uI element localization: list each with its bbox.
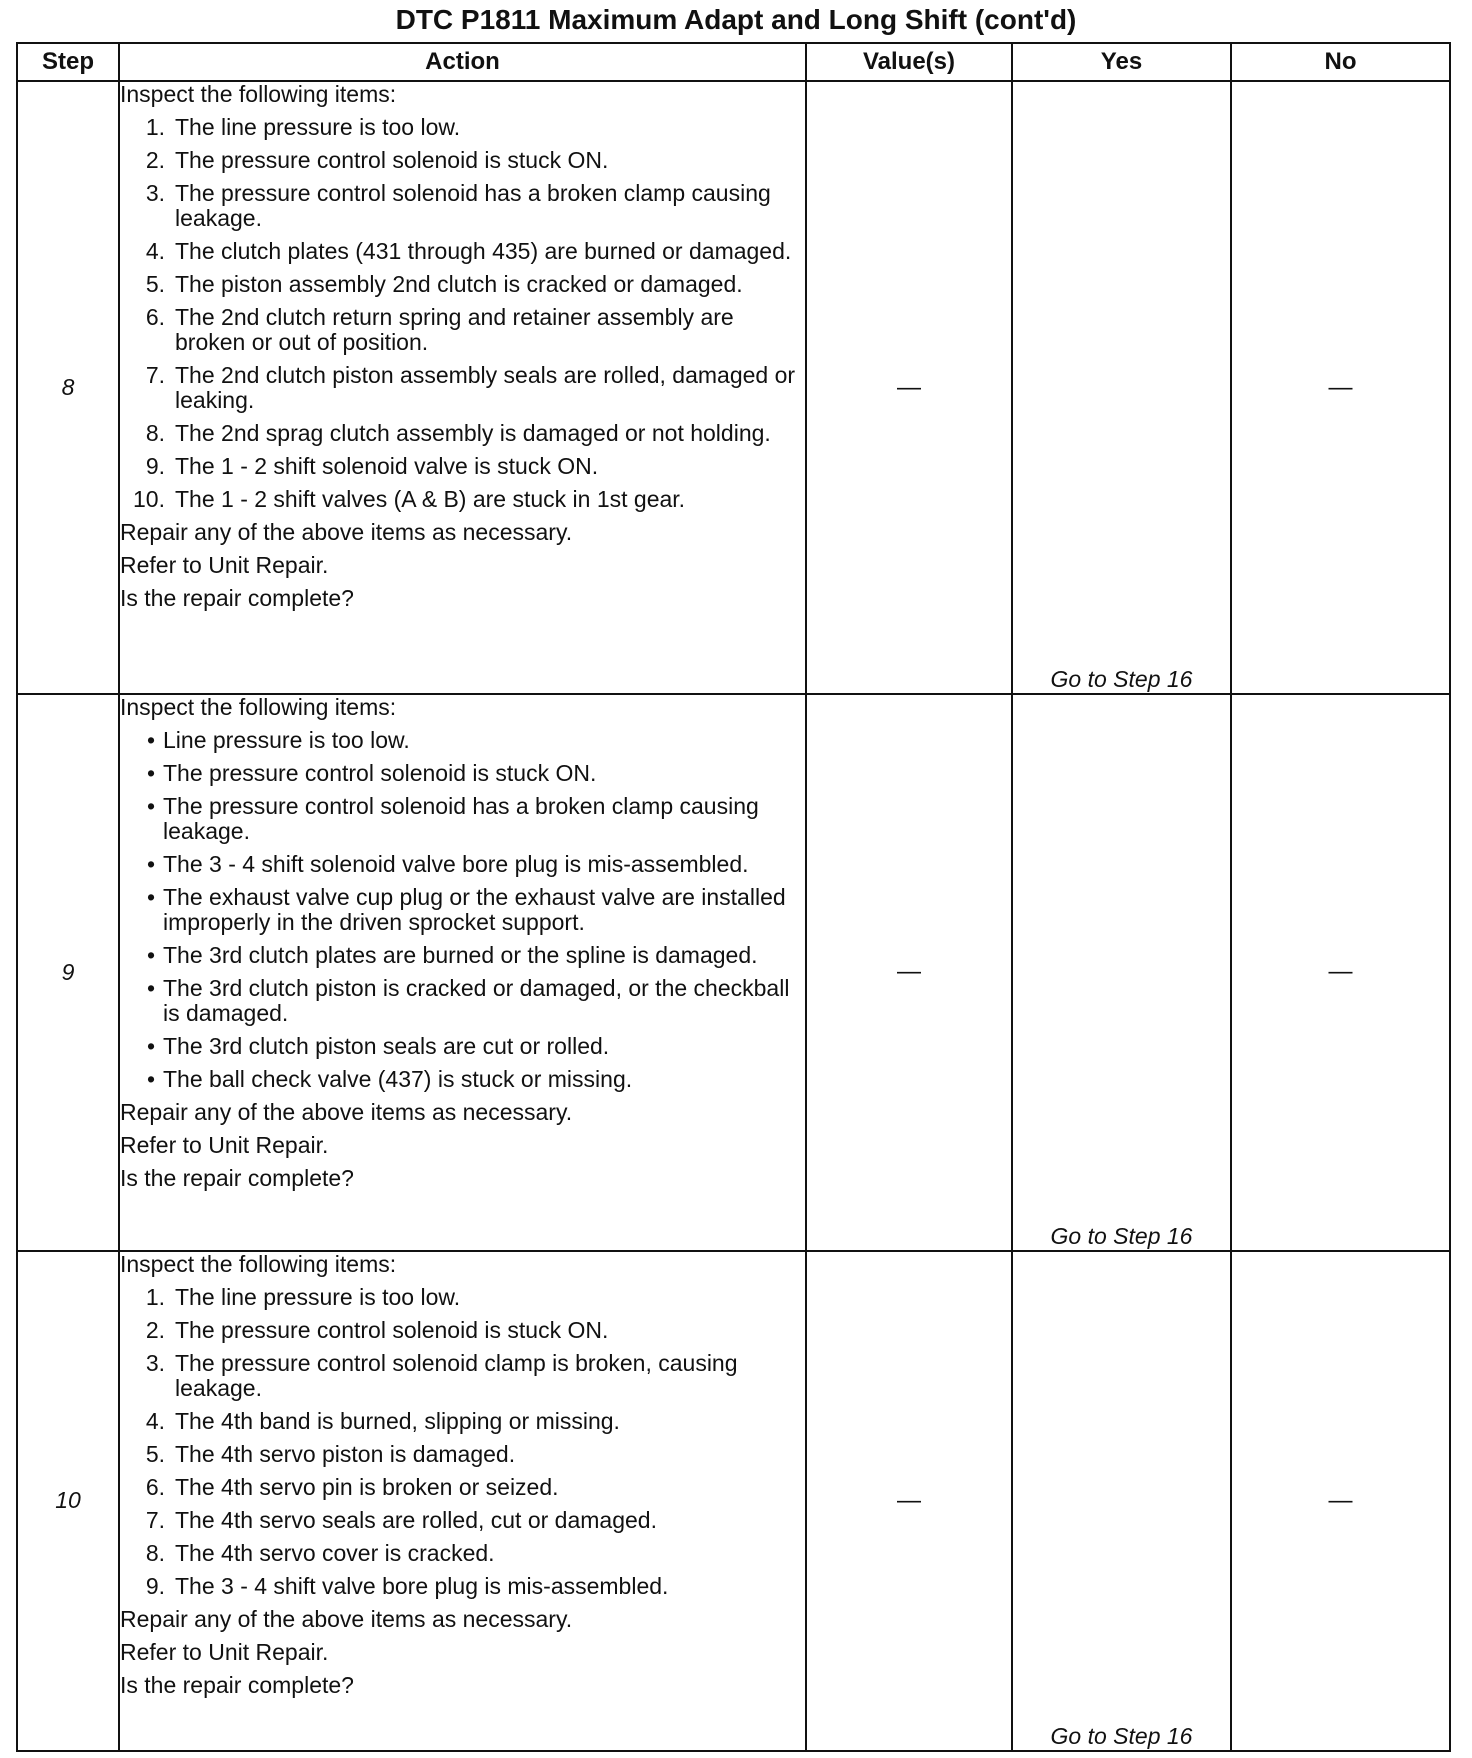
list-item: 7. The 4th servo seals are rolled, cut or damaged. — [145, 1506, 657, 1533]
table-row-step-9 — [17, 694, 1450, 1251]
list-item: 6. The 2nd clutch return spring and retainer assembly are broken or out of position. — [145, 304, 734, 355]
value-cell: — — [806, 81, 1012, 694]
no-cell: — — [1231, 694, 1450, 1251]
step-number: 8 — [17, 81, 119, 694]
header-action: Action — [119, 43, 806, 81]
list-item: 8. The 4th servo cover is cracked. — [145, 1539, 495, 1566]
list-item: 9. The 1 - 2 shift solenoid valve is stuck ON. — [145, 453, 599, 479]
list-item: • The ball check valve (437) is stuck or missing. — [146, 1066, 633, 1093]
list-item: • The 3rd clutch piston is cracked or damaged, or the checkball is damaged. — [146, 975, 790, 1027]
yes-cell: Go to Step 16 — [1012, 81, 1231, 694]
list-item: 9. The 3 - 4 shift valve bore plug is mis-assembled. — [145, 1572, 669, 1599]
refer-text: Refer to Unit Repair. — [120, 552, 329, 578]
page-title: DTC P1811 Maximum Adapt and Long Shift (cont'd) — [395, 4, 1077, 35]
action-intro: Inspect the following items: — [120, 1250, 397, 1277]
repair-text: Repair any of the above items as necessary. — [120, 1099, 573, 1126]
table-row-step-8 — [17, 81, 1450, 694]
list-item: 6. The 4th servo pin is broken or seized. — [145, 1473, 559, 1500]
action-cell — [119, 694, 806, 1251]
list-item: • The 3rd clutch piston seals are cut or rolled. — [146, 1033, 610, 1060]
list-item: 5. The piston assembly 2nd clutch is cracked or damaged. — [145, 271, 743, 297]
refer-text: Refer to Unit Repair. — [120, 1638, 329, 1665]
list-item: 4. The 4th band is burned, slipping or missing. — [145, 1407, 620, 1434]
header-step: Step — [17, 43, 119, 81]
list-item: • The 3 - 4 shift solenoid valve bore plug is mis-assembled. — [146, 851, 749, 878]
list-item: • The exhaust valve cup plug or the exhaust valve are installed improperly in the driven sprocket support. — [146, 884, 786, 936]
list-item: • Line pressure is too low. — [146, 727, 410, 754]
step-number: 10 — [17, 1251, 119, 1751]
action-cell — [119, 1251, 806, 1751]
diagnostic-table — [16, 42, 1451, 1752]
question-text: Is the repair complete? — [120, 585, 354, 611]
repair-text: Repair any of the above items as necessary. — [120, 1605, 573, 1632]
value-cell: — — [806, 1251, 1012, 1751]
list-item: 8. The 2nd sprag clutch assembly is damaged or not holding. — [145, 420, 771, 446]
repair-text: Repair any of the above items as necessary. — [120, 519, 573, 545]
header-row — [17, 43, 1450, 81]
list-item: 10. The 1 - 2 shift valves (A & B) are stuck in 1st gear. — [133, 486, 686, 512]
step-number: 9 — [17, 694, 119, 1251]
list-item: 5. The 4th servo piston is damaged. — [145, 1440, 516, 1467]
list-item: 7. The 2nd clutch piston assembly seals are rolled, damaged or leaking. — [145, 362, 796, 413]
list-item: • The 3rd clutch plates are burned or the spline is damaged. — [146, 942, 758, 969]
question-text: Is the repair complete? — [120, 1671, 354, 1698]
list-item: 3. The pressure control solenoid has a broken clamp causing leakage. — [145, 180, 771, 231]
action-intro: Inspect the following items: — [120, 81, 397, 107]
refer-text: Refer to Unit Repair. — [120, 1132, 329, 1159]
header-no: No — [1231, 43, 1450, 81]
list-item: 1. The line pressure is too low. — [145, 1283, 461, 1310]
value-cell: — — [806, 694, 1012, 1251]
list-item: 2. The pressure control solenoid is stuck ON. — [145, 1316, 609, 1343]
no-cell: — — [1231, 81, 1450, 694]
header-values: Value(s) — [806, 43, 1012, 81]
table-row-step-10 — [17, 1251, 1450, 1751]
yes-cell: Go to Step 16 — [1012, 694, 1231, 1251]
list-item: 4. The clutch plates (431 through 435) are burned or damaged. — [145, 238, 792, 264]
list-item: 3. The pressure control solenoid clamp is broken, causing leakage. — [145, 1349, 738, 1401]
list-item: 2. The pressure control solenoid is stuck ON. — [145, 147, 609, 173]
yes-cell: Go to Step 16 — [1012, 1251, 1231, 1751]
action-intro: Inspect the following items: — [120, 694, 397, 721]
list-item: 1. The line pressure is too low. — [145, 114, 461, 140]
list-item: • The pressure control solenoid has a broken clamp causing leakage. — [146, 793, 759, 845]
question-text: Is the repair complete? — [120, 1165, 354, 1192]
list-item: • The pressure control solenoid is stuck ON. — [146, 760, 597, 787]
header-yes: Yes — [1012, 43, 1231, 81]
no-cell: — — [1231, 1251, 1450, 1751]
action-cell — [119, 81, 806, 694]
